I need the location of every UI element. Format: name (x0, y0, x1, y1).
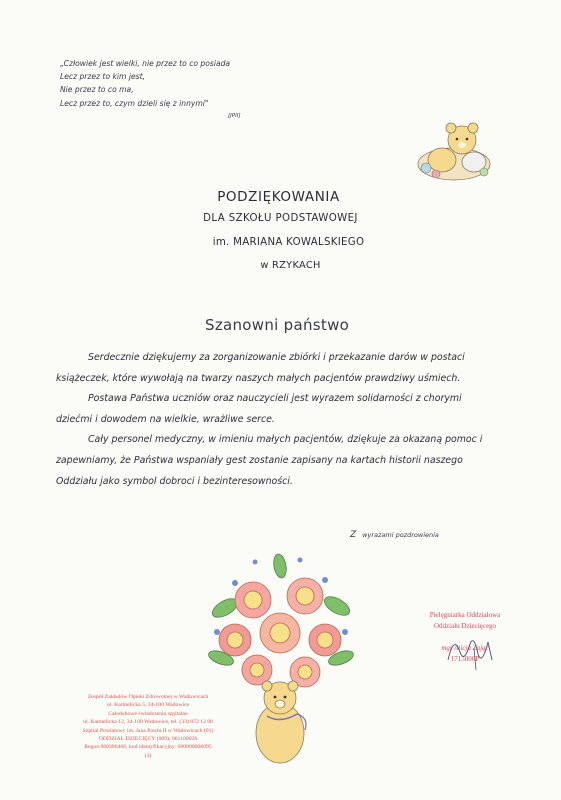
paragraph-3: Cały personel medyczny, w imieniu małych pacjentów, dziękuje za okazaną pomoc i zapewniamy, że Państwa wspaniały gest zostanie zapisany na kartach historii naszego Oddziału jako symbol dobroci i bezinteresowności. (56, 434, 483, 487)
title-line-1: PODZIĘKOWANIA (217, 189, 340, 205)
title-line-3: im. MARIANA KOWALSKIEGO (212, 237, 365, 248)
closing-text: wyrazami pozdrowienia (362, 531, 439, 539)
teddy-bears-illustration (412, 116, 497, 186)
quote-line-4: Lecz przez to, czym dzieli się z innymi" (60, 98, 209, 108)
stamp-left-line-4: ul. Karmelicka 12, 34-100 Wadowice, tel. (33) 872 12 00 (82, 719, 214, 726)
stamp-right-line-4: mgr Alicja Zając (441, 644, 489, 652)
stamp-right-line-2: Oddziału Dziecięcego (434, 622, 496, 630)
closing-z: Z (350, 530, 357, 540)
closing-line (350, 530, 439, 540)
stamp-left-line-7: Regon 000306466, kod identyfikacyjny: 000000006095 (84, 744, 212, 751)
stamp-right-line-5: 1715000P (450, 655, 480, 663)
hospital-stamp (28, 693, 268, 760)
title-line-2: DLA SZKOŁU PODSTAWOWEJ (203, 213, 358, 224)
paragraph-2: Postawa Państwa uczniów oraz nauczycieli jest wyrazem solidarności z chorymi dziećmi i dowodem na wielkie, wrażliwe serce. (56, 393, 462, 425)
nurse-stamp (390, 610, 540, 665)
quote-line-2: Lecz przez to kim jest, (60, 72, 145, 82)
paragraph-1: Serdecznie dziękujemy za zorganizowanie zbiórki i przekazanie darów w postaci książeczek, które wywołają na twarzy naszych małych pacjentów prawdziwy uśmiech. (56, 352, 465, 384)
stamp-right-line-1: Pielęgniarka Oddziałowa (429, 611, 501, 619)
quote-author: [JPII] (228, 113, 241, 119)
handwritten-signature (430, 630, 510, 670)
title-line-4: w RZYKACH (260, 260, 321, 271)
stamp-left-line-5: Szpital Powiatowy im. Jana Pawła II w Wadowicach (01) (82, 727, 214, 734)
letter-body (56, 348, 496, 492)
stamp-left-line-1: Zespół Zakładów Opieki Zdrowotnej w Wadowicach (87, 694, 209, 700)
stamp-left-line-3: Całodobowe świadczenia szpitalne (108, 710, 188, 717)
stamp-left-line-6: ODDZIAŁ DZIECIĘCY (009), 061100026 (98, 736, 198, 743)
stamp-left-line-2: ul. Karmelicka 5, 34-100 Wadowice (106, 702, 190, 709)
quote-line-3: Nie przez to co ma, (60, 85, 134, 95)
quote-block (60, 57, 290, 119)
stamp-left-line-8: (3) (144, 752, 152, 759)
quote-line-1: „Człowiek jest wielki, nie przez to co posiada (60, 59, 231, 68)
salutation: Szanowni państwo (205, 316, 350, 334)
